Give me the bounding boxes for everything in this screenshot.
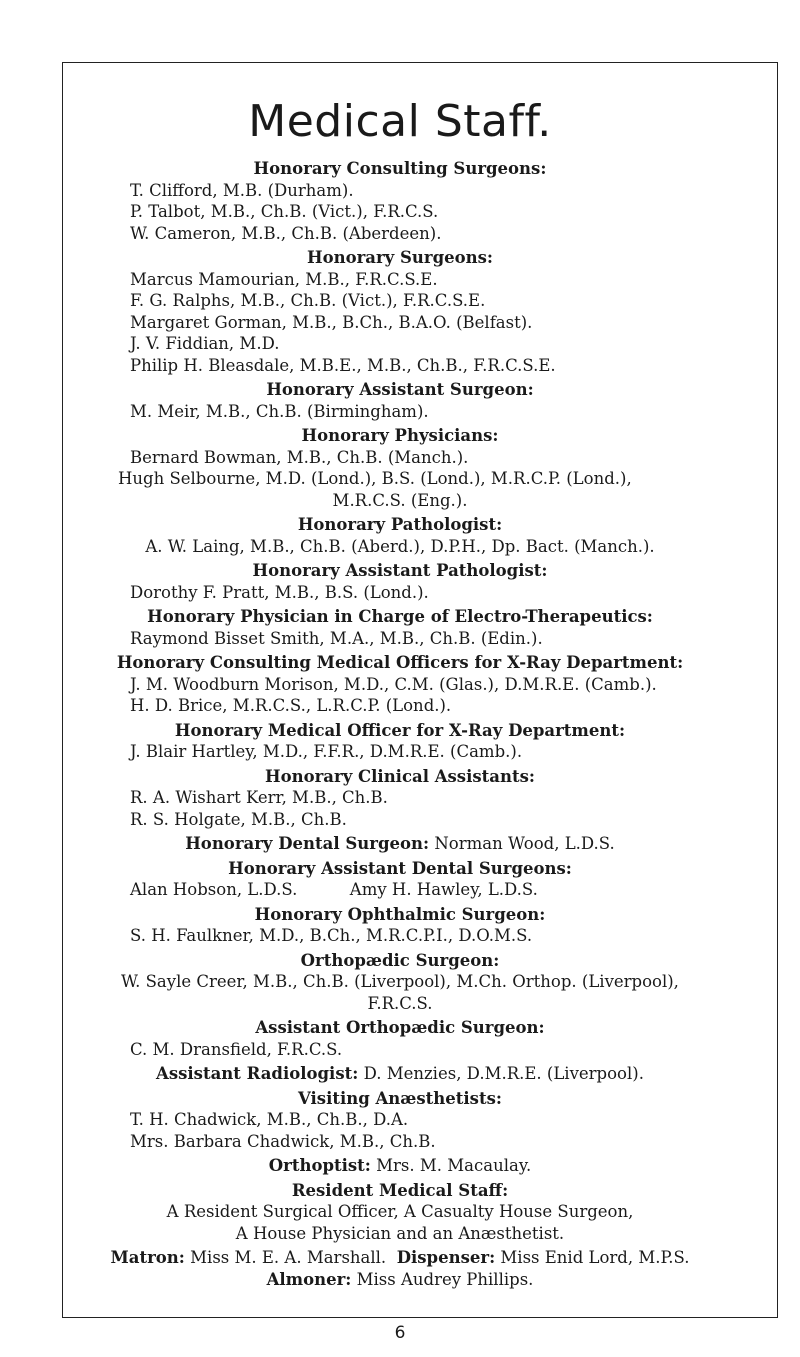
staff-entry [0, 1247, 800, 1269]
staff-entry [0, 1063, 800, 1085]
staff-list [0, 158, 800, 1290]
page-number: 6 [394, 1323, 406, 1343]
staff-name: Miss Audrey Phillips. [351, 1269, 534, 1289]
section-heading: Assistant Radiologist: [156, 1064, 359, 1083]
staff-entry: H. D. Brice, M.R.C.S., L.R.C.P. (Lond.). [130, 696, 452, 715]
page-title: Medical Staff. [248, 96, 552, 147]
staff-entry: A Resident Surgical Officer, A Casualty House Surgeon, [166, 1202, 634, 1221]
staff-entry: M.R.C.S. (Eng.). [332, 490, 468, 510]
staff-entry: S. H. Faulkner, M.D., B.Ch., M.R.C.P.I., D.O.M.S. [130, 926, 533, 945]
staff-entry: J. M. Woodburn Morison, M.D., C.M. (Glas.), D.M.R.E. (Camb.). [130, 674, 657, 694]
staff-entry: T. H. Chadwick, M.B., Ch.B., D.A. [130, 1110, 409, 1129]
staff-name: Miss Enid Lord, M.P.S. [495, 1248, 690, 1267]
staff-entry: P. Talbot, M.B., Ch.B. (Vict.), F.R.C.S. [130, 202, 439, 221]
section-heading: Honorary Physician in Charge of Electro-Therapeutics: [147, 607, 653, 626]
staff-entry: Hugh Selbourne, M.D. (Lond.), B.S. (Lond.), M.R.C.P. (Lond.), [118, 469, 632, 488]
staff-name: D. Menzies, D.M.R.E. (Liverpool). [358, 1064, 644, 1083]
staff-entry [0, 1155, 800, 1177]
staff-entry: F.R.C.S. [367, 993, 433, 1013]
section-heading: Honorary Consulting Medical Officers for X-Ray Department: [116, 653, 684, 672]
section-heading: Honorary Ophthalmic Surgeon: [254, 904, 546, 924]
section-heading: Matron: [110, 1248, 185, 1267]
staff-entry: A. W. Laing, M.B., Ch.B. (Aberd.), D.P.H., Dp. Bact. (Manch.). [145, 536, 655, 556]
staff-entry: Philip H. Bleasdale, M.B.E., M.B., Ch.B., F.R.C.S.E. [130, 355, 556, 375]
staff-entry: T. Clifford, M.B. (Durham). [130, 180, 354, 200]
section-heading: Almoner: [266, 1269, 352, 1289]
staff-name: Norman Wood, L.D.S. [429, 834, 615, 853]
section-heading: Honorary Assistant Pathologist: [252, 561, 548, 580]
section-heading: Assistant Orthopædic Surgeon: [255, 1018, 545, 1037]
staff-entry: Dorothy F. Pratt, M.B., B.S. (Lond.). [130, 582, 429, 602]
section-heading: Visiting Anæsthetists: [298, 1088, 502, 1108]
staff-entry: W. Sayle Creer, M.B., Ch.B. (Liverpool), M.Ch. Orthop. (Liverpool), [121, 972, 679, 991]
staff-entry: R. S. Holgate, M.B., Ch.B. [130, 809, 347, 829]
staff-entry: A House Physician and an Anæsthetist. [235, 1223, 565, 1243]
staff-entry: R. A. Wishart Kerr, M.B., Ch.B. [130, 788, 388, 807]
section-heading: Honorary Assistant Surgeon: [266, 380, 534, 399]
staff-entry: Raymond Bisset Smith, M.A., M.B., Ch.B. (Edin.). [130, 628, 543, 648]
staff-entry: Marcus Mamourian, M.B., F.R.C.S.E. [130, 269, 438, 289]
staff-entry: M. Meir, M.B., Ch.B. (Birmingham). [130, 401, 429, 421]
staff-name: Miss M. E. A. Marshall. [184, 1248, 387, 1267]
section-heading: Honorary Physicians: [301, 426, 499, 445]
staff-entry [0, 1269, 800, 1291]
section-heading: Resident Medical Staff: [291, 1180, 509, 1200]
staff-entry: W. Cameron, M.B., Ch.B. (Aberdeen). [130, 223, 442, 243]
section-heading: Honorary Clinical Assistants: [265, 766, 535, 786]
section-heading: Honorary Consulting Surgeons: [253, 159, 547, 178]
staff-entry: C. M. Dransfield, F.R.C.S. [130, 1039, 343, 1059]
section-heading: Honorary Pathologist: [297, 515, 503, 534]
section-heading: Honorary Dental Surgeon: [185, 834, 430, 853]
staff-name: Mrs. M. Macaulay. [370, 1156, 532, 1175]
section-heading: Orthoptist: [268, 1156, 371, 1175]
section-heading: Honorary Medical Officer for X-Ray Department: [174, 720, 626, 740]
section-heading: Honorary Surgeons: [306, 248, 494, 267]
staff-entry: J. Blair Hartley, M.D., F.F.R., D.M.R.E. (Camb.). [130, 742, 523, 761]
staff-entry: Bernard Bowman, M.B., Ch.B. (Manch.). [130, 447, 469, 467]
staff-entry: Margaret Gorman, M.B., B.Ch., B.A.O. (Belfast). [130, 312, 533, 332]
section-heading: Orthopædic Surgeon: [300, 950, 500, 970]
section-heading: Honorary Assistant Dental Surgeons: [228, 858, 572, 878]
staff-entry: F. G. Ralphs, M.B., Ch.B. (Vict.), F.R.C.S.E. [130, 291, 486, 310]
staff-entry: Mrs. Barbara Chadwick, M.B., Ch.B. [130, 1131, 436, 1151]
staff-entry: J. V. Fiddian, M.D. [130, 334, 280, 353]
section-heading: Dispenser: [396, 1248, 496, 1267]
staff-entry [0, 833, 800, 855]
staff-entry: Alan Hobson, L.D.S. Amy H. Hawley, L.D.S. [130, 880, 538, 899]
